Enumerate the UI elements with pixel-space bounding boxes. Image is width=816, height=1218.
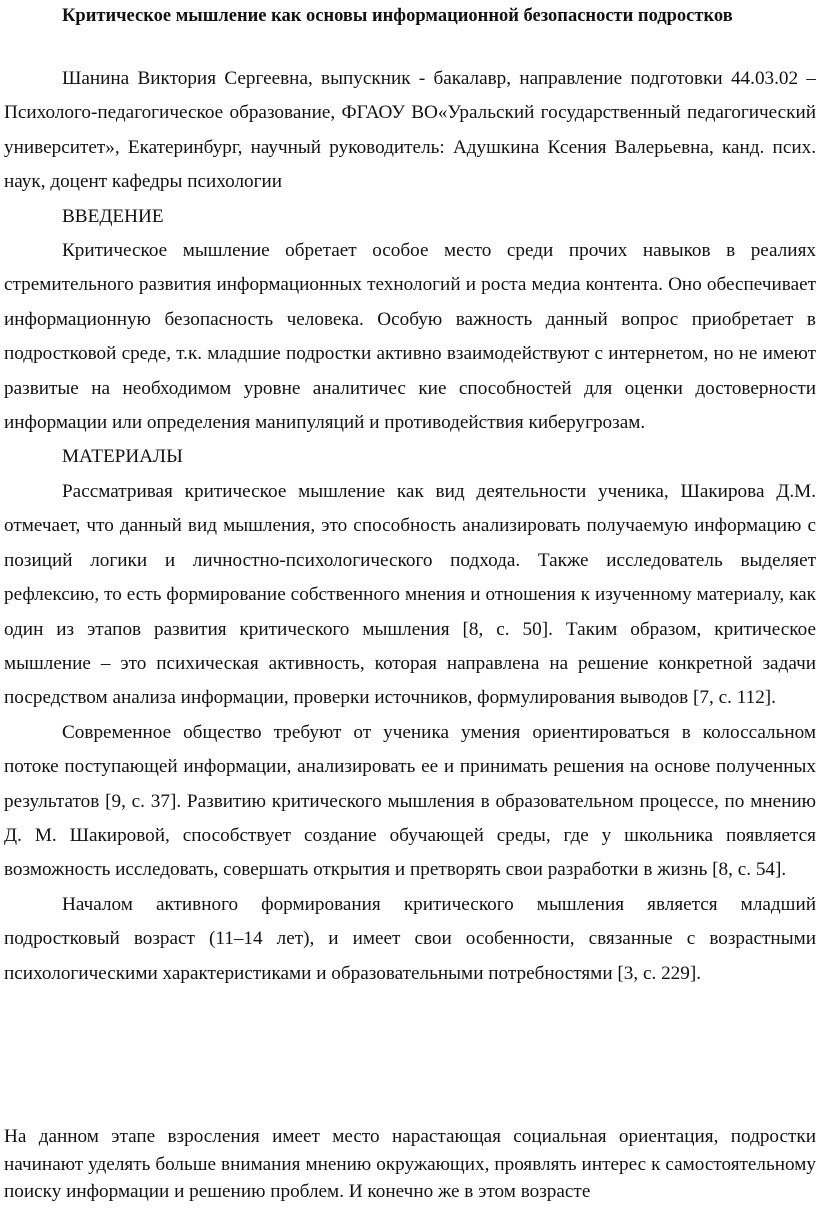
section-heading-materials: МАТЕРИАЛЫ: [62, 446, 183, 468]
document-title: Критическое мышление как основы информационной безопасности подростков: [62, 6, 733, 26]
author-info-paragraph: Шанина Виктория Сергеевна, выпускник - бакалавр, направление подготовки 44.03.02 – Психолого-педагогическое образование, ФГАОУ ВО«Уральский государственный педагогический университет», Екатеринбург, научный руководитель: Адушкина Ксения Валерьевна, канд. псих. наук, доцент кафедры психологии: [4, 68, 816, 193]
materials-paragraph-3: Началом активного формирования критического мышления является младший подростковый возраст (11–14 лет), и имеет свои особенности, связанные с возрастными психологическими характеристиками и образовательными потребностями [3, с. 229].: [4, 893, 816, 984]
materials-paragraph-1: Рассматривая критическое мышление как вид деятельности ученика, Шакирова Д.М. отмечает, что данный вид мышления, это способность анализировать получаемую информацию с позиций логики и личностно-психологического подхода. Также исследователь выделяет рефлексию, то есть формирование собственного мнения и отношения к изученному материалу, как один из этапов развития критического мышления [8, с. 50]. Таким образом, критическое мышление – это психическая активность, которая направлена на решение конкретной задачи посредством анализа информации, проверки источников, формулирования выводов [7, с. 112].: [4, 480, 816, 709]
section-heading-intro: ВВЕДЕНИЕ: [62, 205, 164, 227]
document-body: [4, 62, 816, 991]
materials-paragraph-2: Современное общество требуют от ученика умения ориентироваться в колоссальном потоке поступающей информации, анализировать ее и принимать решения на основе полученных результатов [9, с. 37]. Развитию критического мышления в образовательном процессе, по мнению Д. М. Шакировой, способствует создание обучающей среды, где у школьника появляется возможность исследовать, совершать открытия и претворять свои разработки в жизнь [8, с. 54].: [4, 721, 816, 881]
intro-paragraph: Критическое мышление обретает особое место среди прочих навыков в реалиях стремительного развития информационных технологий и роста медиа контента. Оно обеспечивает информационную безопасность человека. Особую важность данный вопрос приобретает в подростковой среде, т.к. младшие подростки активно взаимодействуют с интернетом, но не имеют развитые на необходимом уровне аналитичес кие способностей для оценки достоверности информации или определения манипуляций и противодействия киберугрозам.: [4, 240, 816, 434]
tail-paragraph: На данном этапе взросления имеет место нарастающая социальная ориентация, подростки начинают уделять больше внимания мнению окружающих, проявлять интерес к самостоятельному поиску информации и решению проблем. И конечно же в этом возрасте: [4, 1126, 816, 1202]
